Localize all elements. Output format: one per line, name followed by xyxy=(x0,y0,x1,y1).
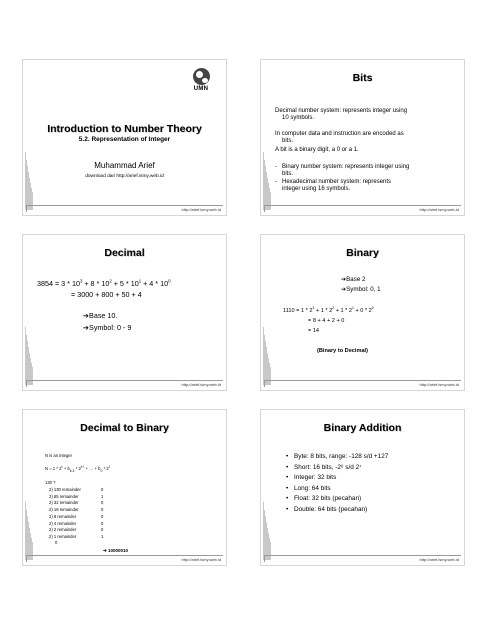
presentation-title: Introduction to Number Theory xyxy=(47,123,202,135)
slide-footer xyxy=(26,205,223,212)
footer-url: http://arief.ismy.web.id xyxy=(181,207,221,212)
slide-title: Decimal xyxy=(104,247,145,259)
text-line: bits. xyxy=(282,138,294,144)
paragraph-decimal xyxy=(275,108,452,122)
list-item-hexadecimal xyxy=(275,179,452,193)
footer-url: http://arief.ismy.web.id xyxy=(419,557,459,562)
step-remainder: 0 xyxy=(101,513,104,519)
download-source: download dari http://arief.ismy.web.id xyxy=(85,174,164,179)
presentation-subtitle: 5.2. Representation of Integer xyxy=(78,136,171,143)
slide-6-binary-addition xyxy=(260,409,465,566)
footer-url: http://arief.ismy.web.id xyxy=(181,382,221,387)
text-line: Hexadecimal number system: represents xyxy=(282,179,392,185)
umn-logo xyxy=(189,68,213,96)
slide-footer xyxy=(26,380,223,387)
text-line: integer using 16 symbols. xyxy=(282,186,351,192)
conversion-note: (Binary to Decimal) xyxy=(317,348,368,354)
step-label: 2) 65 remainder xyxy=(49,493,79,499)
step-remainder: 1 xyxy=(101,533,104,539)
step-remainder: 0 xyxy=(101,500,104,506)
slide-title: Binary Addition xyxy=(323,422,402,434)
step-remainder: 1 xyxy=(101,493,104,499)
text-line: bits. xyxy=(282,171,294,177)
slide-5-decimal-to-binary xyxy=(22,409,227,566)
binary-expansion: $1110 = 1 * 2^3 + 1 * 2^2 + 1 * 2^1 + 0 * 2^0$ xyxy=(283,306,374,314)
slide-3-decimal xyxy=(22,234,227,391)
decorative-comb xyxy=(263,502,271,560)
step-remainder: 0 xyxy=(101,527,104,533)
footer-url: http://arief.ismy.web.id xyxy=(181,557,221,562)
base-note: ➔Base 10. xyxy=(83,311,118,320)
slide-footer xyxy=(264,380,461,387)
type-list xyxy=(286,452,388,515)
step-label: 2) 4 remainder xyxy=(49,520,77,526)
text-line: 10 symbols. xyxy=(282,115,315,121)
base-note: ➔Base 2 xyxy=(341,276,366,283)
slide-footer xyxy=(264,555,461,562)
step-label: 2) 130 remainder xyxy=(49,487,81,492)
footer-url: http://arief.ismy.web.id xyxy=(419,207,459,212)
list-item-binary xyxy=(275,164,452,178)
list-item: • Short: 16 bits, -2⁶ s/d 2⁷ xyxy=(286,463,388,474)
paragraph-encoding xyxy=(275,131,452,145)
list-item: • Integer: 32 bits xyxy=(286,473,388,484)
list-item: • Double: 64 bits (pecahan) xyxy=(286,505,388,516)
footer-url: http://arief.ismy.web.id xyxy=(419,382,459,387)
start-value: 130 ? xyxy=(45,480,56,485)
logo-text: UMN xyxy=(193,86,209,92)
list-item: • Long: 64 bits xyxy=(286,484,388,495)
symbol-note: ➔Symbol: 0, 1 xyxy=(341,286,381,293)
decimal-expansion: $3854 = 3 * 10^3 + 8 * 10^2 + 5 * 10^1 + 4 * 10^0$ xyxy=(37,278,171,288)
text-line: Binary number system: represents integer using xyxy=(282,164,410,170)
slide-4-binary xyxy=(260,234,465,391)
decorative-comb xyxy=(25,327,33,385)
decorative-comb xyxy=(263,327,271,385)
binary-result: = 14 xyxy=(308,328,320,334)
slide-footer xyxy=(264,205,461,212)
symbol-note: ➔Symbol: 0 - 9 xyxy=(83,323,132,332)
step-label: 2) 2 remainder xyxy=(49,527,77,533)
intro-text: N is an integer xyxy=(45,453,72,458)
formula: $N = 1 * 2^k + b_{k-1} * 2^{k-1}$ + … + $b_0 * 2^0$ xyxy=(45,465,111,473)
slide-title: Binary xyxy=(346,247,379,259)
slide-2-bits xyxy=(260,59,465,216)
decorative-comb xyxy=(263,152,271,210)
step-label: 2) 8 remainder xyxy=(49,513,77,519)
step-remainder: 0 xyxy=(101,520,104,526)
binary-sum: = 8 + 4 + 2 + 0 xyxy=(308,318,345,324)
text-line: Decimal number system: represents integer using xyxy=(275,108,408,114)
decimal-sum: = 3000 + 800 + 50 + 4 xyxy=(71,290,142,299)
decorative-comb xyxy=(25,502,33,560)
slide-footer xyxy=(26,555,223,562)
step-remainder: 0 xyxy=(101,507,104,513)
step-remainder: 0 xyxy=(101,487,104,492)
final-quotient: 0 xyxy=(55,540,58,545)
slide-title: Decimal to Binary xyxy=(80,422,169,434)
author-name: Muhammad Arief xyxy=(94,161,155,170)
step-label: 2) 16 remainder xyxy=(49,507,79,513)
paragraph-bit: A bit is a binary digit, a 0 or a 1. xyxy=(275,147,359,153)
step-label: 2) 32 remainder xyxy=(49,500,79,506)
text-line: In computer data and instruction are encoded as xyxy=(275,131,404,137)
globe-icon xyxy=(193,68,210,85)
binary-result: ➔ 10000010 xyxy=(103,548,129,553)
list-item: • Byte: 8 bits, range: -128 s/d +127 xyxy=(286,452,388,463)
step-label: 2) 1 remainder xyxy=(49,533,77,539)
slide-title: Bits xyxy=(352,72,373,84)
slide-1-title xyxy=(22,59,227,216)
list-item: • Float: 32 bits (pecahan) xyxy=(286,494,388,505)
